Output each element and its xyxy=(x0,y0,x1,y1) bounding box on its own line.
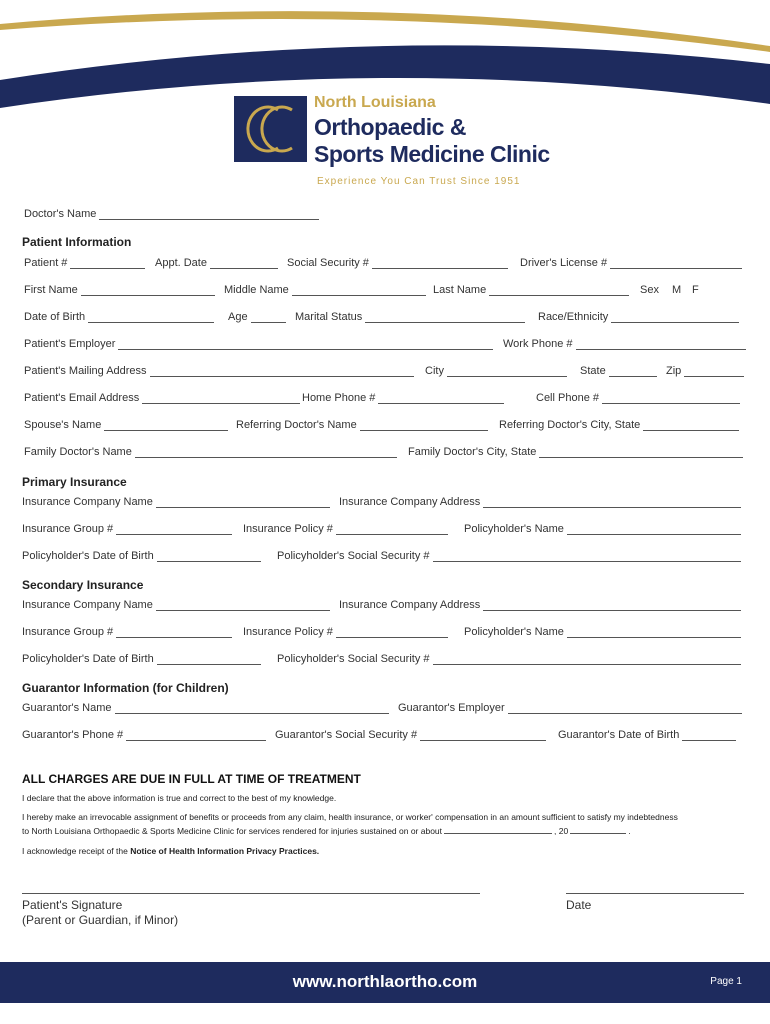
primary-holder-dob-field[interactable]: Policyholder's Date of Birth xyxy=(22,550,261,562)
primary-row-3 xyxy=(0,550,770,566)
race-ethnicity-field[interactable]: Race/Ethnicity xyxy=(538,311,739,323)
marital-status-field[interactable]: Marital Status xyxy=(295,311,525,323)
guarantor-dob-field[interactable]: Guarantor's Date of Birth xyxy=(558,729,736,741)
charges-heading: ALL CHARGES ARE DUE IN FULL AT TIME OF TREATMENT xyxy=(22,772,361,786)
appt-date-field[interactable]: Appt. Date xyxy=(155,257,278,269)
primary-group-field[interactable]: Insurance Group # xyxy=(22,523,232,535)
secondary-insurance-heading: Secondary Insurance xyxy=(22,578,144,592)
age-field[interactable]: Age xyxy=(228,311,286,323)
primary-insurance-heading: Primary Insurance xyxy=(22,475,127,489)
ssn-field[interactable]: Social Security # xyxy=(287,257,508,269)
drivers-license-field[interactable]: Driver's License # xyxy=(520,257,742,269)
primary-policy-field[interactable]: Insurance Policy # xyxy=(243,523,448,535)
guarantor-name-field[interactable]: Guarantor's Name xyxy=(22,702,389,714)
patient-row-2 xyxy=(0,284,770,300)
assignment-text-line1: I hereby make an irrevocable assignment of benefits or proceeds from any claim, health insurance, or worker' compensation in an amount sufficient to satisfy my indebtedness xyxy=(22,812,678,822)
injury-year-field[interactable] xyxy=(570,824,626,834)
patient-row-4 xyxy=(0,338,770,354)
referring-doctor-field[interactable]: Referring Doctor's Name xyxy=(236,419,488,431)
declaration-text: I declare that the above information is true and correct to the best of my knowledge. xyxy=(22,793,337,803)
dob-field[interactable]: Date of Birth xyxy=(24,311,214,323)
footer-bar xyxy=(0,962,770,1003)
logo-text-orthopaedic: Orthopaedic & xyxy=(314,114,466,140)
tagline: Experience You Can Trust Since 1951 xyxy=(317,176,521,187)
secondary-policy-field[interactable]: Insurance Policy # xyxy=(243,626,448,638)
cell-phone-field[interactable]: Cell Phone # xyxy=(536,392,740,404)
email-field[interactable]: Patient's Email Address xyxy=(24,392,300,404)
primary-company-field[interactable]: Insurance Company Name xyxy=(22,496,330,508)
patient-row-7 xyxy=(0,419,770,435)
secondary-group-field[interactable]: Insurance Group # xyxy=(22,626,232,638)
page-number: Page 1 xyxy=(710,976,742,987)
date-line[interactable] xyxy=(566,892,744,894)
primary-row-1 xyxy=(0,496,770,512)
spouse-name-field[interactable]: Spouse's Name xyxy=(24,419,228,431)
signature-label: Patient's Signature xyxy=(22,898,123,912)
patient-row-8 xyxy=(0,446,770,462)
referring-doctor-city-field[interactable]: Referring Doctor's City, State xyxy=(499,419,739,431)
acknowledge-text: I acknowledge receipt of the Notice of Health Information Privacy Practices. xyxy=(22,846,320,856)
doctor-name-field[interactable]: Doctor's Name xyxy=(24,208,319,220)
logo-text-sports-medicine: Sports Medicine Clinic xyxy=(314,141,550,167)
last-name-field[interactable]: Last Name xyxy=(433,284,629,296)
primary-row-2 xyxy=(0,523,770,539)
city-field[interactable]: City xyxy=(425,365,567,377)
primary-holder-ssn-field[interactable]: Policyholder's Social Security # xyxy=(277,550,741,562)
doctor-name-row xyxy=(0,208,770,224)
zip-field[interactable]: Zip xyxy=(666,365,744,377)
secondary-holder-ssn-field[interactable]: Policyholder's Social Security # xyxy=(277,653,741,665)
sex-option-f[interactable]: F xyxy=(692,284,699,296)
clinic-logo-mark xyxy=(234,96,307,162)
secondary-holder-dob-field[interactable]: Policyholder's Date of Birth xyxy=(22,653,261,665)
patient-info-heading: Patient Information xyxy=(22,235,132,249)
signature-sublabel: (Parent or Guardian, if Minor) xyxy=(22,913,179,927)
secondary-company-field[interactable]: Insurance Company Name xyxy=(22,599,330,611)
website-link[interactable]: www.northlaortho.com xyxy=(292,972,478,991)
work-phone-field[interactable]: Work Phone # xyxy=(503,338,746,350)
family-doctor-city-field[interactable]: Family Doctor's City, State xyxy=(408,446,743,458)
secondary-address-field[interactable]: Insurance Company Address xyxy=(339,599,741,611)
sex-field: Sex xyxy=(640,284,659,296)
patient-number-field[interactable]: Patient # xyxy=(24,257,145,269)
home-phone-field[interactable]: Home Phone # xyxy=(302,392,504,404)
middle-name-field[interactable]: Middle Name xyxy=(224,284,426,296)
date-label: Date xyxy=(566,898,592,912)
patient-row-6 xyxy=(0,392,770,408)
patient-row-3 xyxy=(0,311,770,327)
patient-row-1 xyxy=(0,257,770,273)
secondary-holder-field[interactable]: Policyholder's Name xyxy=(464,626,741,638)
state-field[interactable]: State xyxy=(580,365,657,377)
primary-address-field[interactable]: Insurance Company Address xyxy=(339,496,741,508)
secondary-row-3 xyxy=(0,653,770,669)
guarantor-employer-field[interactable]: Guarantor's Employer xyxy=(398,702,742,714)
mailing-address-field[interactable]: Patient's Mailing Address xyxy=(24,365,414,377)
first-name-field[interactable]: First Name xyxy=(24,284,215,296)
guarantor-row-1 xyxy=(0,702,770,718)
secondary-row-2 xyxy=(0,626,770,642)
assignment-text-line2: to North Louisiana Orthopaedic & Sports Medicine Clinic for services rendered for injuries sustained on or about , 20 . xyxy=(22,826,631,836)
family-doctor-field[interactable]: Family Doctor's Name xyxy=(24,446,397,458)
primary-holder-field[interactable]: Policyholder's Name xyxy=(464,523,741,535)
secondary-row-1 xyxy=(0,599,770,615)
guarantor-row-2 xyxy=(0,729,770,745)
patient-row-5 xyxy=(0,365,770,381)
guarantor-ssn-field[interactable]: Guarantor's Social Security # xyxy=(275,729,546,741)
logo-text-north-louisiana: North Louisiana xyxy=(314,94,436,111)
injury-date-field[interactable] xyxy=(444,824,552,834)
signature-line[interactable] xyxy=(22,892,480,894)
guarantor-phone-field[interactable]: Guarantor's Phone # xyxy=(22,729,266,741)
guarantor-heading: Guarantor Information (for Children) xyxy=(22,681,229,695)
sex-option-m[interactable]: M xyxy=(672,284,682,296)
employer-field[interactable]: Patient's Employer xyxy=(24,338,493,350)
